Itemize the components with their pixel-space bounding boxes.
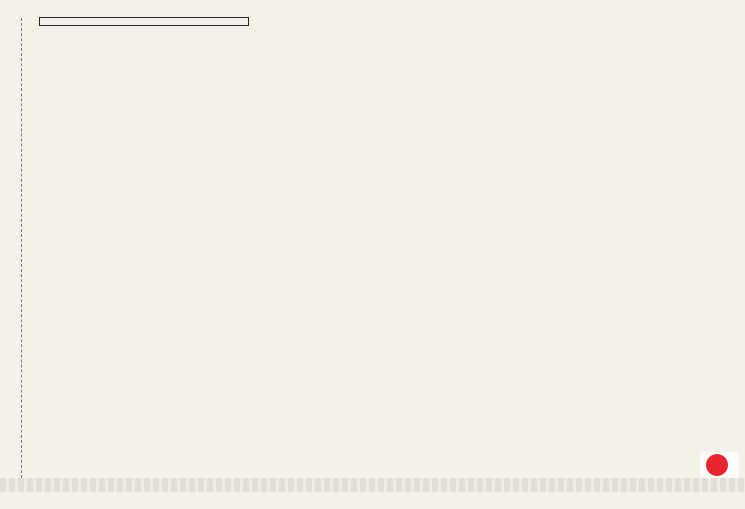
column-3 xyxy=(483,0,715,480)
cut-line xyxy=(21,18,22,478)
vip-watermark[interactable] xyxy=(700,452,739,478)
running-header xyxy=(33,0,255,13)
binding-margin xyxy=(0,0,30,509)
blurred-bottom-text xyxy=(0,478,745,492)
vip-logo-icon xyxy=(706,454,728,476)
title-box xyxy=(39,17,249,26)
column-2 xyxy=(258,0,480,480)
column-1 xyxy=(33,0,255,480)
